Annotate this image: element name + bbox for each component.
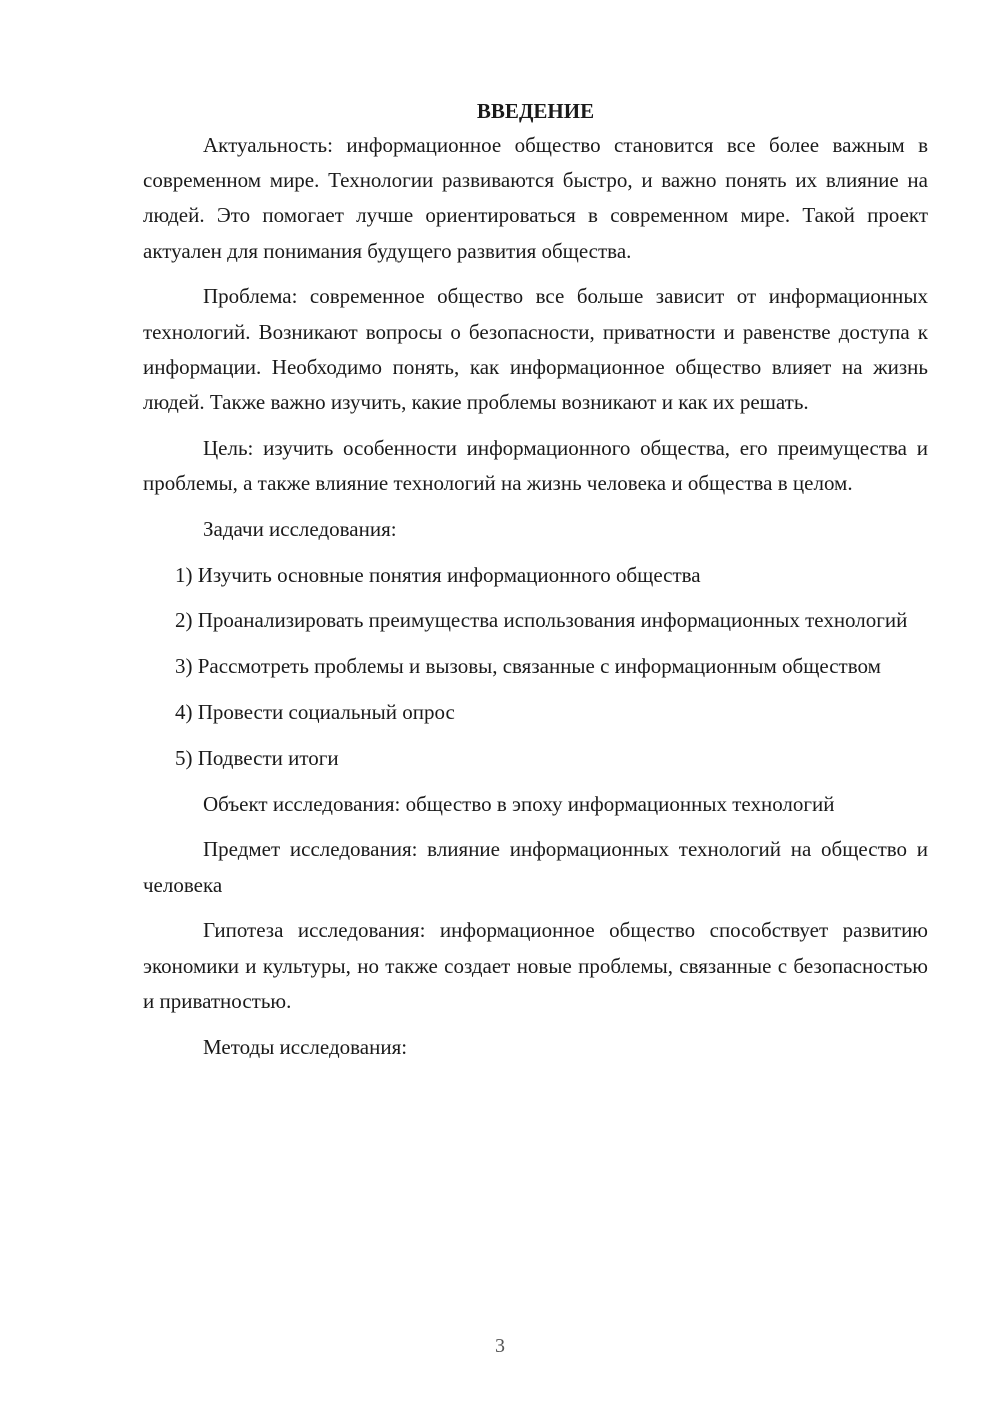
page-number: 3 [495, 1335, 505, 1357]
goal-paragraph: Цель: изучить особенности информационного общества, его преимущества и проблемы, а также влияние технологий на жизнь человека и общества в целом. [143, 435, 928, 496]
document-page [143, 94, 928, 1075]
task-item: 2) Проанализировать преимущества использования информационных технологий [175, 608, 908, 633]
task-item: 1) Изучить основные понятия информационного общества [175, 562, 701, 587]
hypothesis-paragraph: Гипотеза исследования: информационное общество способствует развитию экономики и культуры, но также создает новые проблемы, связанные с безопасностью и приватностью. [143, 918, 928, 1013]
tasks-heading: Задачи исследования: [203, 516, 397, 541]
task-item: 3) Рассмотреть проблемы и вызовы, связанные с информационным обществом [175, 654, 881, 679]
object-paragraph: Объект исследования: общество в эпоху информационных технологий [203, 791, 835, 816]
task-item: 4) Провести социальный опрос [175, 700, 455, 724]
problem-paragraph: Проблема: современное общество все больше зависит от информационных технологий. Возникают вопросы о безопасности, приватности и равенстве доступа к информации. Необходимо понять, как информационное общество влияет на жизнь людей. Также важно изучить, какие проблемы возникают и как их решать. [143, 284, 928, 415]
page-title: ВВЕДЕНИЕ [476, 99, 595, 123]
subject-paragraph: Предмет исследования: влияние информационных технологий на общество и человека [143, 837, 928, 897]
relevance-paragraph: Актуальность: информационное общество становится все более важным в современном мире. Технологии развиваются быстро, и важно понять их влияние на людей. Это помогает лучше ориентироваться в современном мире. Такой проект актуален для понимания будущего развития общества. [143, 133, 928, 263]
methods-heading: Методы исследования: [203, 1034, 408, 1059]
task-item: 5) Подвести итоги [175, 745, 339, 770]
